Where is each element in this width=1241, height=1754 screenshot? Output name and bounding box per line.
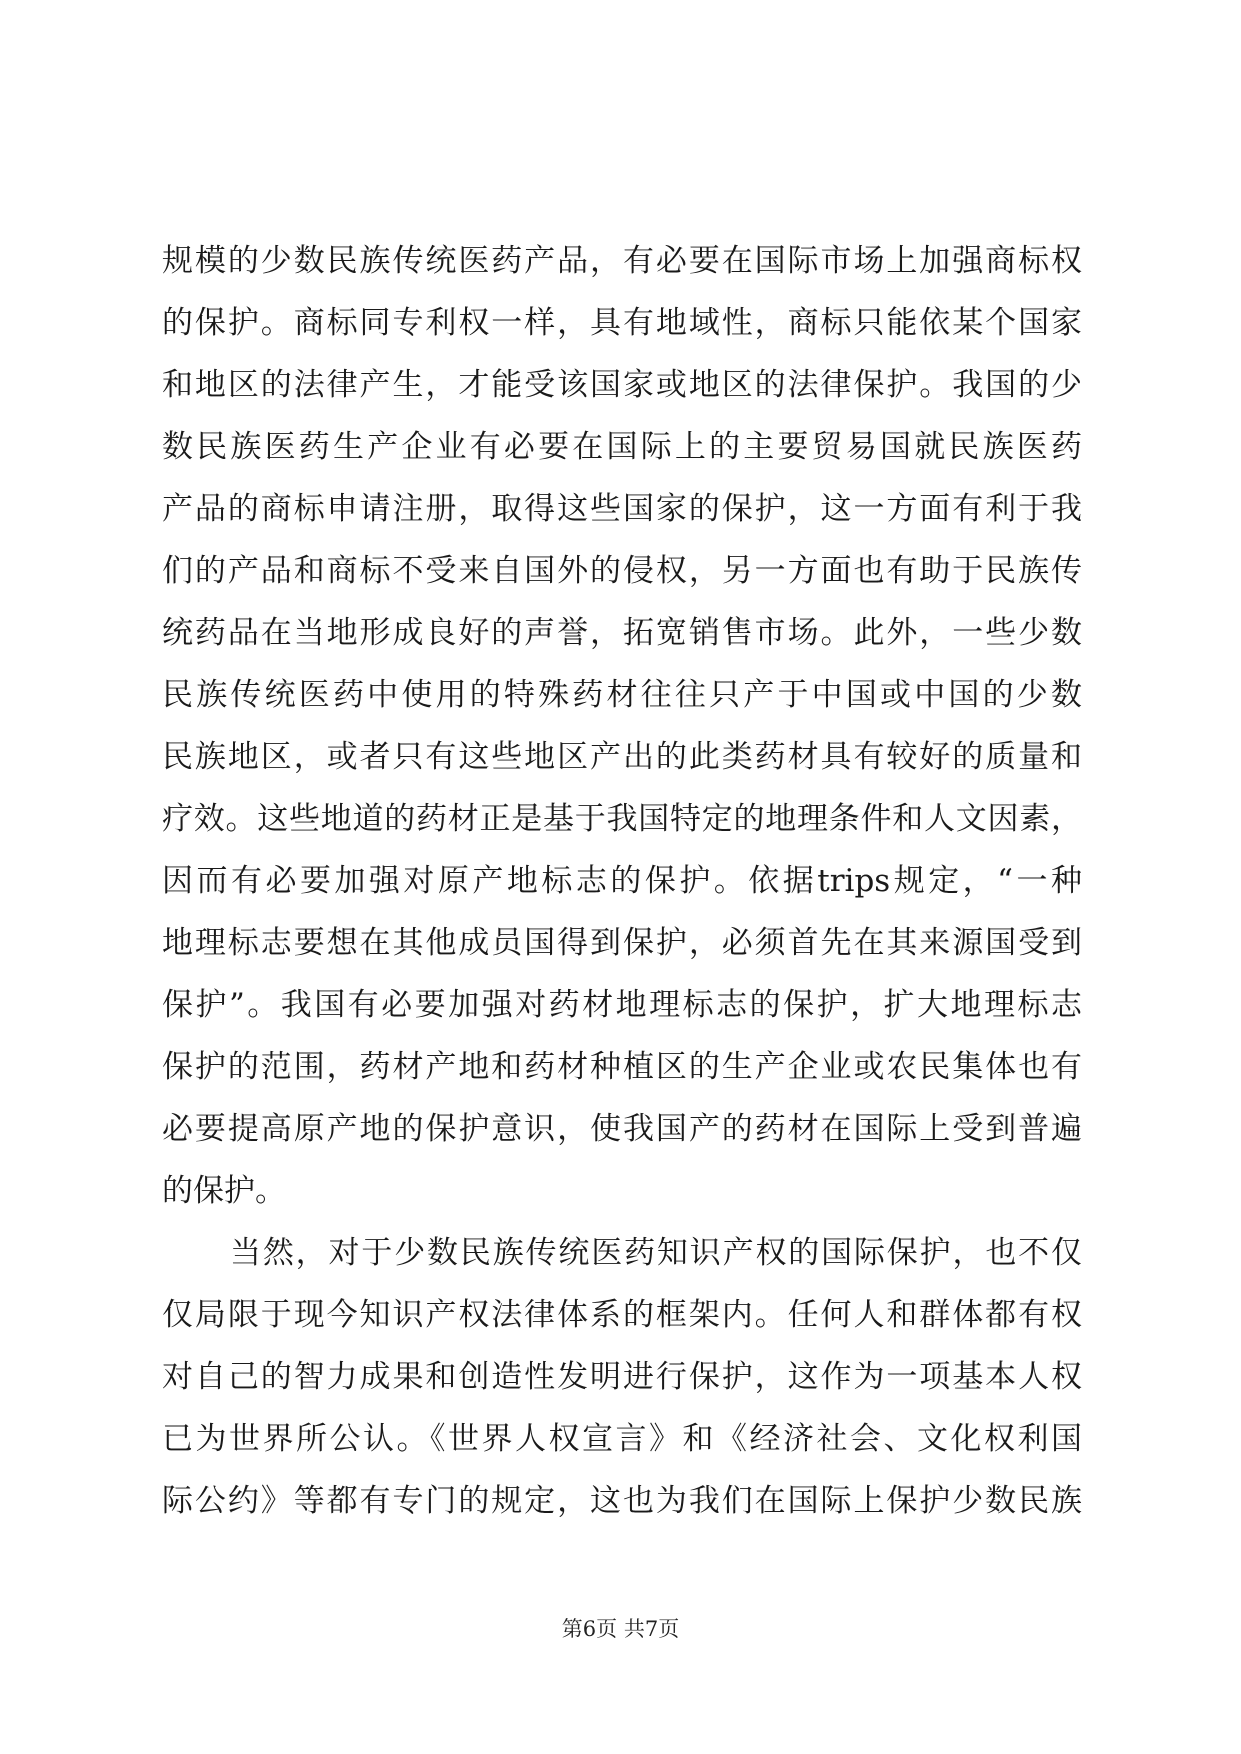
text-line: 因而有必要加强对原产地标志的保护。依据trips规定，“一种 xyxy=(162,863,1082,899)
text-line: 保护”。我国有必要加强对药材地理标志的保护，扩大地理标志 xyxy=(162,987,1082,1023)
text-line: 仅局限于现今知识产权法律体系的框架内。任何人和群体都有权 xyxy=(162,1297,1082,1333)
text-line: 当然，对于少数民族传统医药知识产权的国际保护，也不仅 xyxy=(230,1235,1082,1271)
text-line: 规模的少数民族传统医药产品，有必要在国际市场上加强商标权 xyxy=(162,243,1082,279)
text-line: 统药品在当地形成良好的声誉，拓宽销售市场。此外，一些少数 xyxy=(162,615,1082,651)
page-number-footer: 第6页 共7页 xyxy=(561,1617,680,1641)
text-line: 际公约》等都有专门的规定，这也为我们在国际上保护少数民族 xyxy=(162,1483,1082,1519)
text-line: 数民族医药生产企业有必要在国际上的主要贸易国就民族医药 xyxy=(162,429,1082,465)
text-line: 民族地区，或者只有这些地区产出的此类药材具有较好的质量和 xyxy=(162,739,1082,775)
text-line: 地理标志要想在其他成员国得到保护，必须首先在其来源国受到 xyxy=(162,925,1082,961)
text-line: 对自己的智力成果和创造性发明进行保护，这作为一项基本人权 xyxy=(162,1359,1082,1395)
text-line: 和地区的法律产生，才能受该国家或地区的法律保护。我国的少 xyxy=(162,367,1082,403)
text-line: 的保护。 xyxy=(162,1173,286,1209)
text-line: 民族传统医药中使用的特殊药材往往只产于中国或中国的少数 xyxy=(162,677,1082,713)
text-line: 必要提高原产地的保护意识，使我国产的药材在国际上受到普遍 xyxy=(162,1111,1082,1147)
text-line: 的保护。商标同专利权一样，具有地域性，商标只能依某个国家 xyxy=(162,305,1082,341)
text-line: 保护的范围，药材产地和药材种植区的生产企业或农民集体也有 xyxy=(162,1049,1082,1085)
text-line: 们的产品和商标不受来自国外的侵权，另一方面也有助于民族传 xyxy=(162,553,1082,589)
text-line: 疗效。这些地道的药材正是基于我国特定的地理条件和人文因素， xyxy=(162,801,1082,837)
text-line: 已为世界所公认。《世界人权宣言》和《经济社会、文化权利国 xyxy=(162,1421,1082,1457)
text-line: 产品的商标申请注册，取得这些国家的保护，这一方面有利于我 xyxy=(162,491,1082,527)
document-body xyxy=(162,230,1082,1532)
